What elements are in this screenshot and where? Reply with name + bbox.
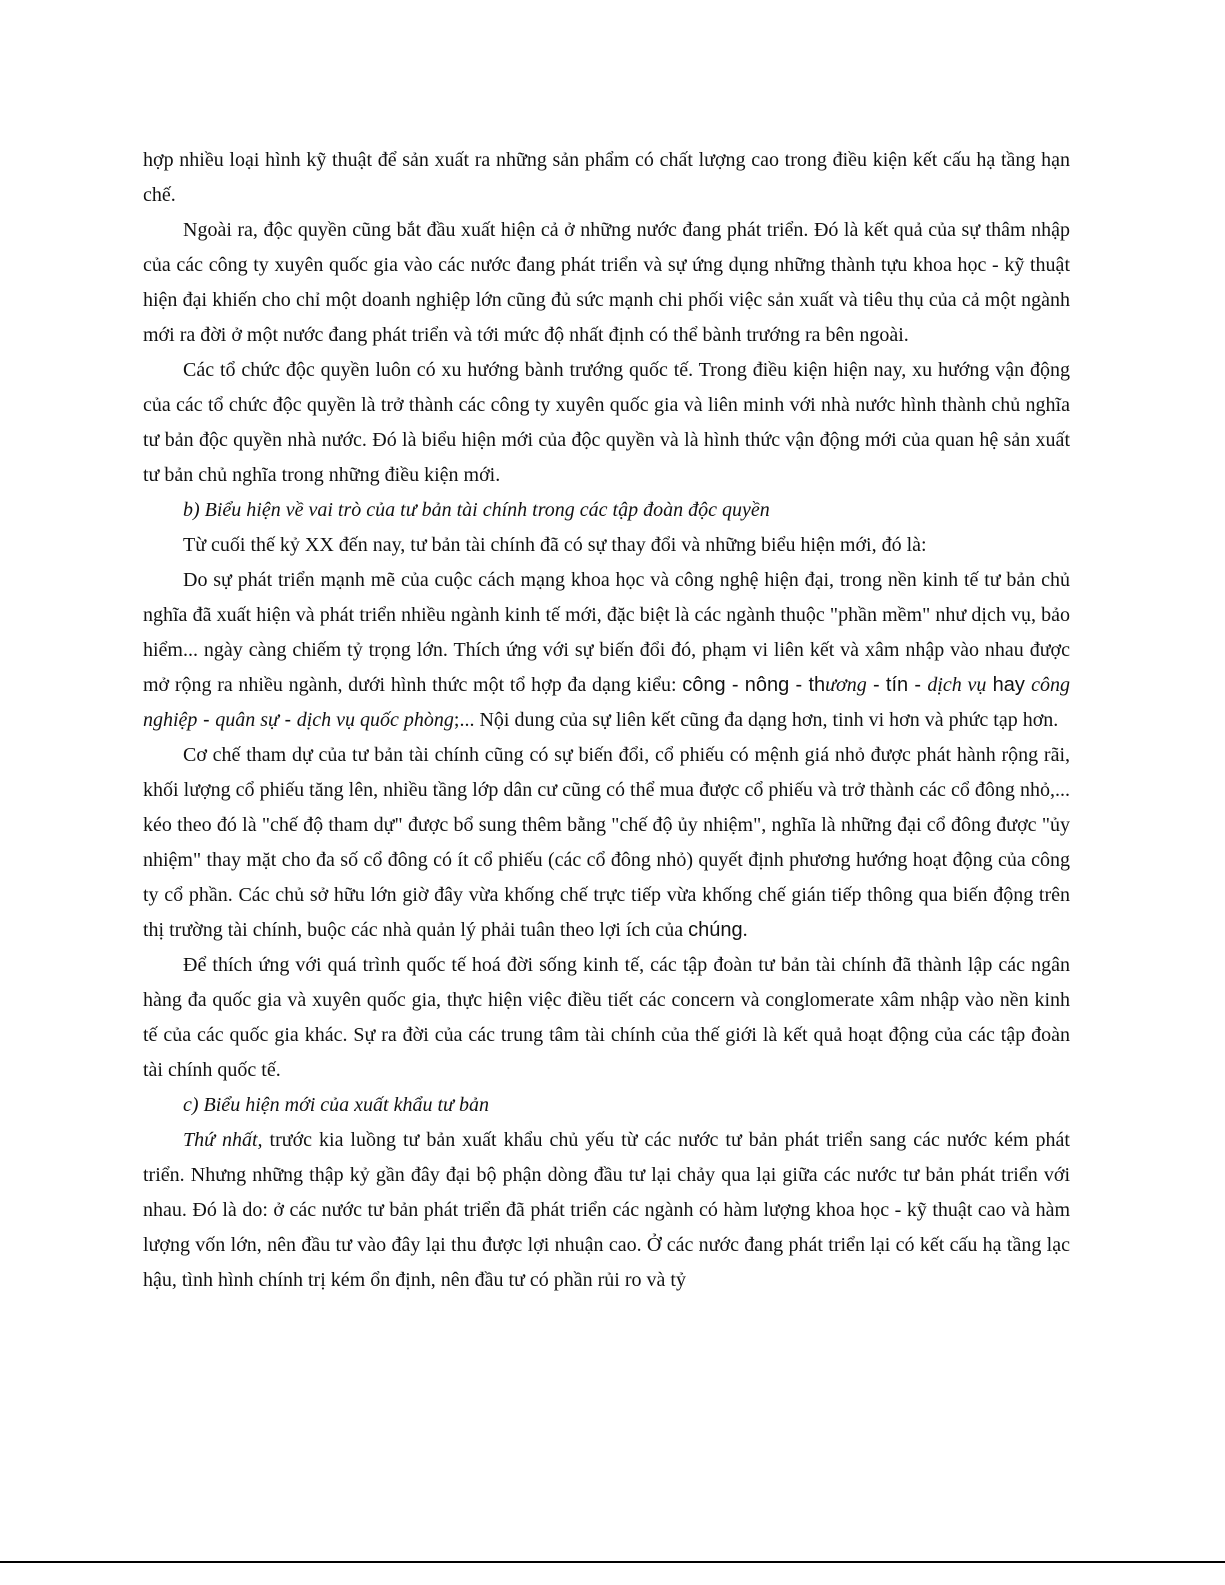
paragraph-new-industries <box>143 563 1070 738</box>
text-segment: hay <box>986 674 1032 696</box>
text-segment: công nghiệp <box>143 674 1070 731</box>
text-segment: quân sự <box>215 709 279 731</box>
paragraph-multinational-banks: Để thích ứng với quá trình quốc tế hoá đời sống kinh tế, các tập đoàn tư bản tài chính đã thành lập các ngân hàng đa quốc gia và xuyên quốc gia, thực hiện việc điều tiết các concern và conglomerate xâm nhập vào nền kinh tế của các quốc gia khác. Sự ra đời của các trung tâm tài chính của thế giới là kết quả hoạt động của các tập đoàn tài chính quốc tế. <box>143 954 1070 1081</box>
text-segment: . <box>742 919 748 941</box>
text-segment: dịch vụ quốc phòng <box>296 709 454 731</box>
text-segment: - <box>197 709 216 731</box>
paragraph-participation-mechanism <box>143 738 1070 948</box>
paragraph-capital-export-first <box>143 1123 1070 1298</box>
text-segment: Cơ chế tham dự của tư bản tài chính cũng có sự biến đổi, cổ phiếu có mệnh giá nhỏ được phát hành rộng rãi, khối lượng cổ phiếu tăng lên, nhiều tầng lớp dân cư cũng có thể mua được cổ phiếu và trở thành các cổ đông nhỏ,... kéo theo đó là "chế độ tham dự" được bổ sung thêm bằng "chế độ ủy nhiệm", nghĩa là những đại cổ đông được "ủy nhiệm" thay mặt cho đa số cổ đông có ít cổ phiếu (các cổ đông nhỏ) quyết định phương hướng hoạt động của công ty cổ phần. Các chủ sở hữu lớn giờ đây vừa khống chế trực tiếp vừa khống chế gián tiếp thông qua biến động trên thị trường tài chính, buộc các nhà quản lý phải tuân theo lợi ích của <box>143 744 1070 941</box>
text-segment: trước kia luồng tư bản xuất khẩu chủ yếu từ các nước tư bản phát triển sang các nước kém phát triển. Nhưng những thập kỷ gần đây đại bộ phận dòng đầu tư lại chảy qua lại giữa các nước tư bản phát triển với nhau. Đó là do: ở các nước tư bản phát triển đã phát triển các ngành có hàm lượng khoa học - kỹ thuật cao và hàm lượng vốn lớn, nên đầu tư vào đây lại thu được lợi nhuận cao. Ở các nước đang phát triển lại có kết cấu hạ tầng lạc hậu, tình hình chính trị kém ổn định, nên đầu tư có phần rủi ro và tỷ <box>143 1129 1070 1291</box>
text-segment: công - nông - th <box>682 674 826 696</box>
text-segment: ương <box>825 674 867 696</box>
paragraph-monopoly-expansion: Các tổ chức độc quyền luôn có xu hướng bành trướng quốc tế. Trong điều kiện hiện nay, xu hướng vận động của các tổ chức độc quyền là trở thành các công ty xuyên quốc gia và liên minh với nhà nước hình thành chủ nghĩa tư bản độc quyền nhà nước. Đó là biểu hiện mới của độc quyền và là hình thức vận động mới của quan hệ sản xuất tư bản chủ nghĩa trong những điều kiện mới. <box>143 359 1070 486</box>
section-heading-c: c) Biểu hiện mới của xuất khẩu tư bản <box>183 1094 489 1116</box>
paragraph-finance-capital-intro: Từ cuối thế kỷ XX đến nay, tư bản tài chính đã có sự thay đổi và những biểu hiện mới, đó là: <box>183 534 927 556</box>
text-segment: - tín - <box>866 674 928 696</box>
text-segment: ;... Nội dung của sự liên kết cũng đa dạng hơn, tinh vi hơn và phức tạp hơn. <box>453 709 1059 731</box>
text-segment: Do sự phát triển mạnh mẽ của cuộc cách mạng khoa học và công nghệ hiện đại, trong nền kinh tế tư bản chủ nghĩa đã xuất hiện và phát triển nhiều ngành kinh tế mới, đặc biệt là các ngành thuộc "phần mềm" như dịch vụ, bảo hiểm... ngày càng chiếm tỷ trọng lớn. Thích ứng với sự biến đổi đó, phạm vi liên kết và xâm nhập vào nhau được mở rộng ra nhiều ngành, dưới hình thức một tổ hợp đa dạng kiểu: <box>143 569 1070 696</box>
text-segment: chúng <box>688 919 743 941</box>
text-segment: - <box>278 709 297 731</box>
text-segment: dịch vụ <box>927 674 987 696</box>
paragraph-continuation: hợp nhiều loại hình kỹ thuật để sản xuất ra những sản phẩm có chất lượng cao trong điều kiện kết cấu hạ tầng hạn chế. <box>143 149 1070 206</box>
paragraph-monopoly-developing: Ngoài ra, độc quyền cũng bắt đầu xuất hiện cả ở những nước đang phát triển. Đó là kết quả của sự thâm nhập của các công ty xuyên quốc gia vào các nước đang phát triển và sự ứng dụng những thành tựu khoa học - kỹ thuật hiện đại khiến cho chỉ một doanh nghiệp lớn cũng đủ sức mạnh chi phối việc sản xuất và tiêu thụ của cả một ngành mới ra đời ở một nước đang phát triển và tới mức độ nhất định có thể bành trướng ra bên ngoài. <box>143 219 1070 346</box>
document-page <box>143 143 1070 1298</box>
text-segment: Thứ nhất, <box>183 1129 263 1151</box>
page-bottom-rule <box>0 1561 1225 1563</box>
section-heading-b: b) Biểu hiện về vai trò của tư bản tài chính trong các tập đoàn độc quyền <box>183 499 770 521</box>
